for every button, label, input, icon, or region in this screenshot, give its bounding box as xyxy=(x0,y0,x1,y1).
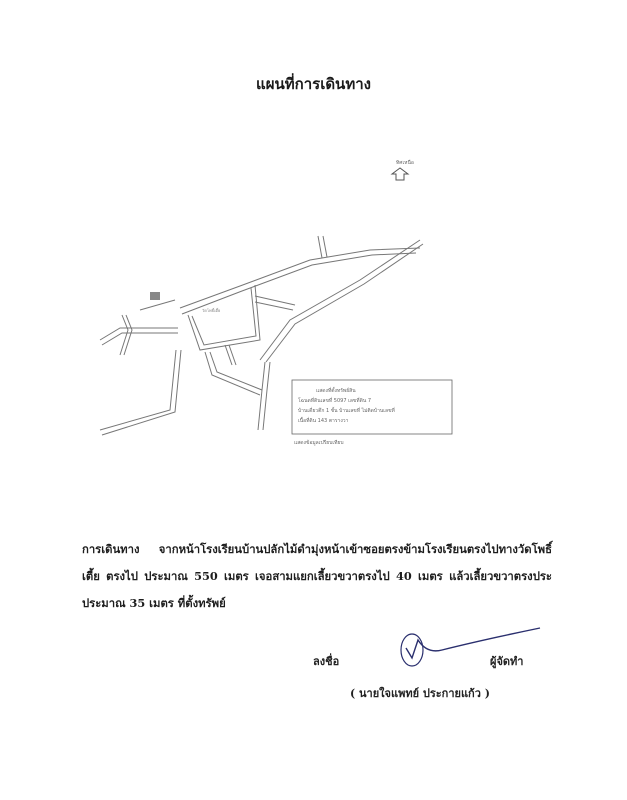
page-title: แผนที่การเดินทาง xyxy=(256,75,371,93)
svg-text:แสดงที่ตั้งทรัพย์สิน: แสดงที่ตั้งทรัพย์สิน xyxy=(316,388,356,394)
svg-text:เนื้อที่ดิน 143 ตารางวา: เนื้อที่ดิน 143 ตารางวา xyxy=(298,418,349,424)
svg-text:โฉนดที่ดินเลขที่ 5097 เลขที่ดิ: โฉนดที่ดินเลขที่ 5097 เลขที่ดิน 7 xyxy=(298,398,372,404)
north-label: ทิศเหนือ xyxy=(396,160,414,166)
directions-paragraph: การเดินทาง จากหน้าโรงเรียนบ้านปลักไม้ดำมุ่งหน้าเข้าซอยตรงข้ามโรงเรียนตรงไปทางวัดโพธิ์เตี้ย ตรงไป ประมาณ 550 เมตร เจอสามแยกเลี้ยวขวาตรงไป 40 เมตร แล้วเลี้ยวขวาตรงประประมาณ 35 เมตร ที่ตั้งทรัพย์ xyxy=(82,542,552,610)
role-label: ผู้จัดทำ xyxy=(490,655,524,668)
svg-text:บ้านเดี่ยวตึก 1 ชั้น บ้านเลขที: บ้านเดี่ยวตึก 1 ชั้น บ้านเลขที่ ไม่ติดบ้านเลขที่ xyxy=(298,408,395,414)
landmark-label: วัดโพธิ์เตี้ย xyxy=(202,308,221,313)
north-arrow-icon xyxy=(392,159,414,180)
svg-text:แสดงข้อมูลเปรียบเทียบ: แสดงข้อมูลเปรียบเทียบ xyxy=(294,440,344,446)
map-legend xyxy=(292,380,452,446)
sign-label: ลงชื่อ xyxy=(313,655,340,668)
route-map xyxy=(80,140,540,460)
signer-name: ( นายใจแพทย์ ประกายแก้ว ) xyxy=(350,687,490,700)
